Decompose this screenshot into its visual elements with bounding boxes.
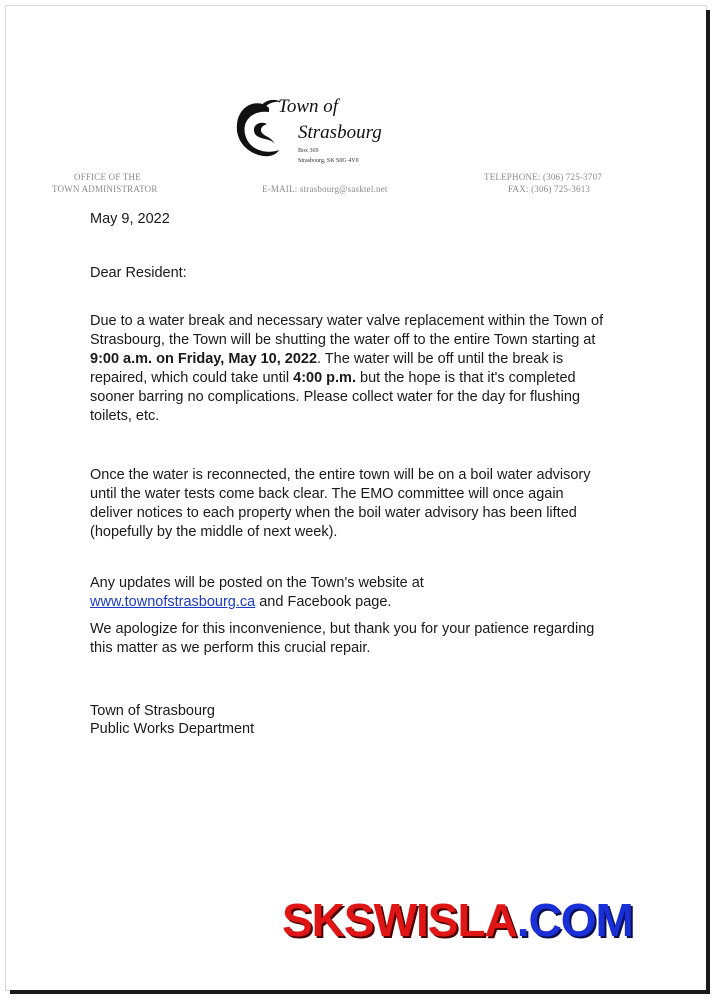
office-line2: TOWN ADMINISTRATOR: [52, 184, 158, 194]
signature-line1: Town of Strasbourg: [90, 703, 215, 719]
letter-date: May 9, 2022: [90, 211, 170, 227]
p1-text-c: . The water will be off until the break is repaired, which could take until: [90, 351, 564, 386]
signature-line2: Public Works Department: [90, 721, 255, 737]
letterhead-box: Box 369: [298, 148, 319, 154]
watermark-part1: SKSWISLA: [282, 894, 517, 946]
paragraph-3: [90, 574, 610, 612]
paragraph-1: [90, 312, 610, 426]
town-website-link[interactable]: www.townofstrasbourg.ca: [90, 594, 256, 610]
paragraph-4: We apologize for this inconvenience, but thank you for your patience regarding this matter as we perform this crucial repair.: [90, 621, 595, 656]
letter-page: [6, 6, 706, 990]
p3-text-a: Any updates will be posted on the Town's website at: [90, 575, 424, 591]
letterhead-address: Strasbourg, SK S0G 4V0: [298, 158, 359, 164]
letter-greeting: Dear Resident:: [90, 265, 187, 281]
letterhead-town-line1: Town of: [278, 96, 339, 117]
office-line1: OFFICE OF THE: [74, 172, 141, 182]
letterhead-telephone: TELEPHONE: (306) 725-3707: [484, 172, 602, 182]
p1-shutoff-time: 9:00 a.m. on Friday, May 10, 2022: [90, 351, 318, 367]
letterhead-town-line2: Strasbourg: [298, 122, 382, 143]
p1-text-a: Due to a water break and necessary water valve replacement within the Town of Strasbourg, the Town will be shutting the water off to the entire Town starting at: [90, 313, 604, 348]
p1-end-time: 4:00 p.m.: [293, 370, 356, 386]
town-logo-icon: [231, 98, 281, 168]
p1-text-e: but the hope is that it's completed sooner barring no complications. Please collect water for the day for flushing toilets, etc.: [90, 370, 581, 424]
paragraph-2: Once the water is reconnected, the entire town will be on a boil water advisory until the water tests come back clear. The EMO committee will once again deliver notices to each property when the boil water advisory has been lifted (hopefully by the middle of next week).: [90, 467, 591, 540]
letterhead-fax: FAX: (306) 725-3613: [508, 184, 591, 194]
watermark-part2: .COM: [516, 894, 633, 946]
p3-text-b: and Facebook page.: [255, 594, 392, 610]
watermark: [282, 893, 633, 947]
letterhead-email: E-MAIL: strasbourg@sasktel.net: [262, 184, 388, 194]
